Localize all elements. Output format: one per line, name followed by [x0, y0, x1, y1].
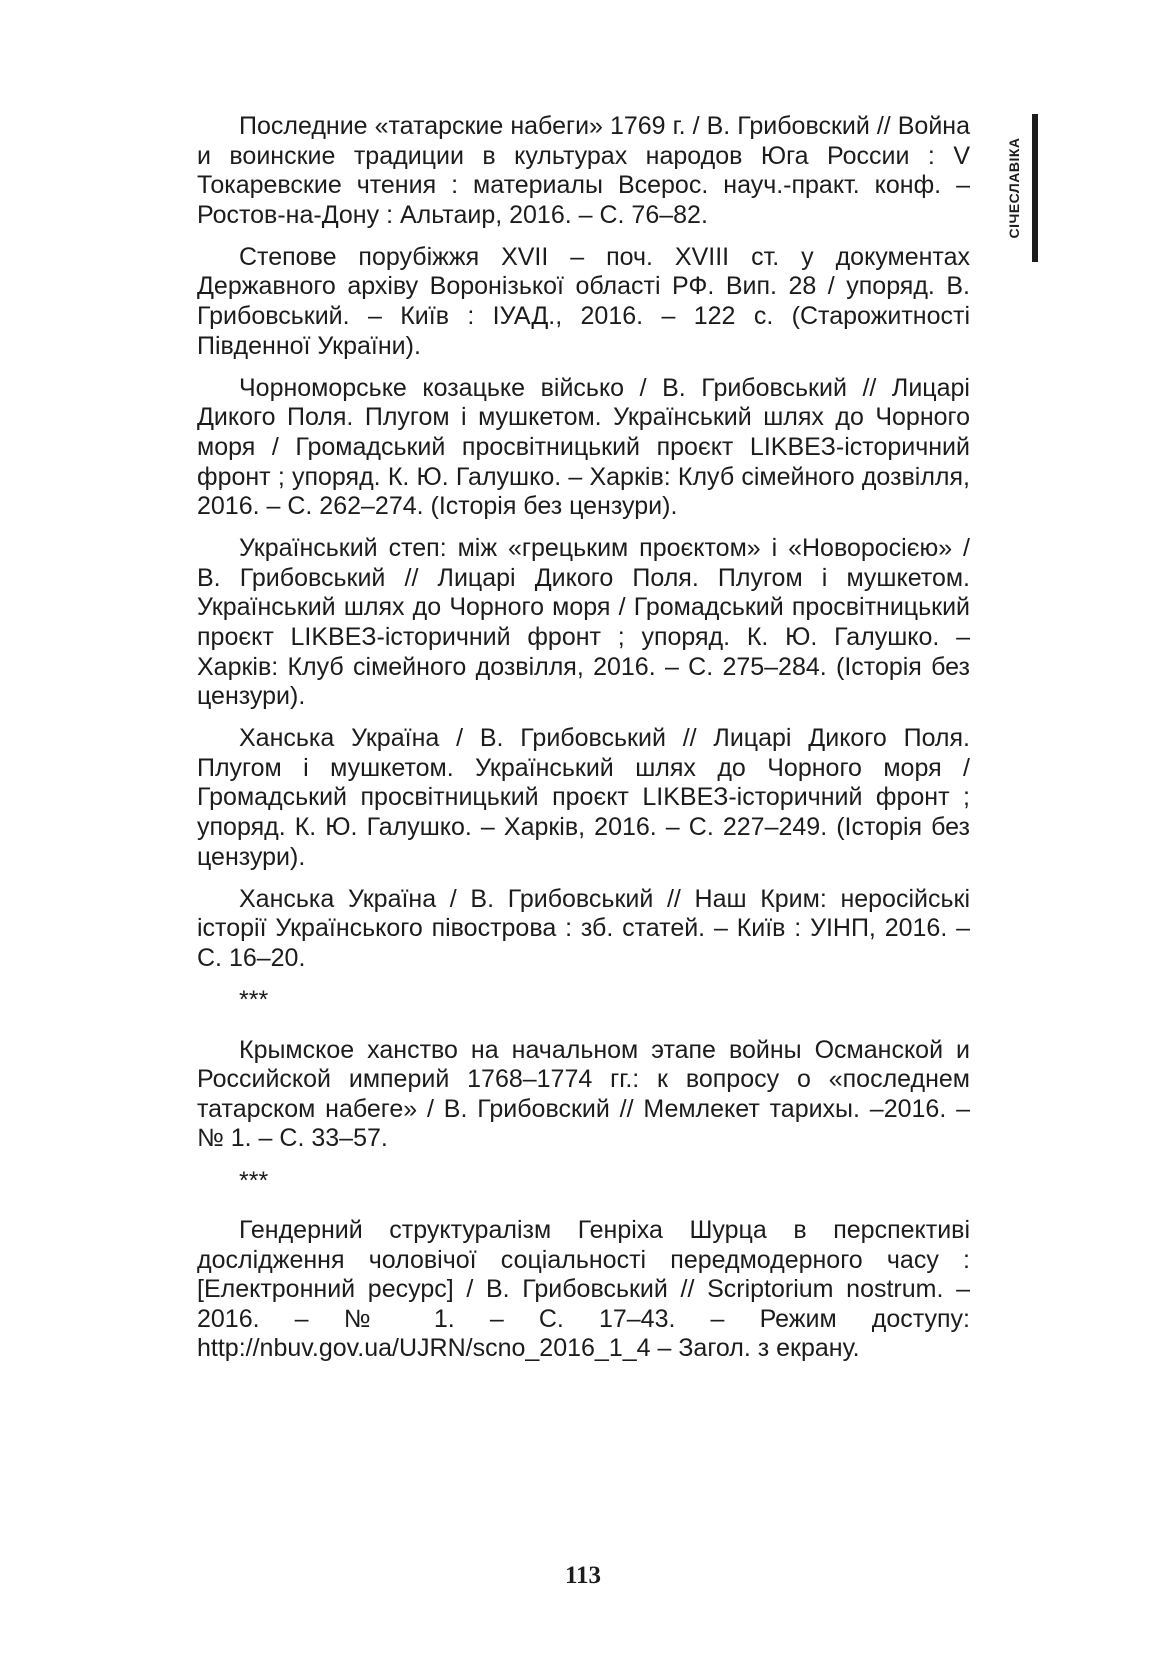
side-mark-label: СІЧЕСЛАВІКА: [1006, 137, 1022, 239]
section-separator: ***: [239, 1166, 269, 1195]
bibliography-entry: Чорноморське козацьке військо / В. Грибовський // Лицарі Дикого Поля. Плугом і мушкетом. Український шлях до Чорного моря / Громадський просвітницький проєкт LIKBEЗ-історичний фронт ; упоряд. К. Ю. Галушко. – Харків: Клуб сімейного дозвілля, 2016. – С. 262–274. (Історія без цензури).: [197, 373, 970, 521]
page-number: 113: [564, 1562, 602, 1589]
bibliography-list: [197, 112, 970, 1377]
bibliography-entry: Последние «татарские набеги» 1769 г. / В. Грибовский // Война и воинские традиции в культурах народов Юга России : V Токаревские чтения : материалы Всерос. науч.-практ. конф. – Ростов-на-Дону : Альтаир, 2016. – С. 76–82.: [197, 112, 970, 229]
section-separator: ***: [239, 986, 269, 1015]
bibliography-entry: Ханська Україна / В. Грибовський // Наш Крим: неросійські історії Українського півострова : зб. статей. – Київ : УІНП, 2016. – С. 16–20.: [197, 884, 970, 972]
bibliography-entry: Степове порубіжжя XVII – поч. XVIII ст. у документах Державного архіву Воронізької області РФ. Вип. 28 / упоряд. В. Грибовський. – Київ : ІУАД., 2016. – 122 с. (Старожитності Південної України).: [197, 242, 970, 360]
bibliography-entry: Гендерний структуралізм Генріха Шурца в перспективі дослідження чоловічої соціальності передмодерного часу : [Електронний ресурс] / В. Грибовський // Scriptorium nostrum. – 2016. – № 1. – С. 17–43. – Режим доступу: http://nbuv.gov.ua/UJRN/scno_2016_1_4 – Загол. з екрану.: [197, 1216, 970, 1363]
bibliography-entry: Крымское ханство на начальном этапе войны Османской и Российской империй 1768–1774 гг.: к вопросу о «последнем татарском набеге» / В. Грибовский // Мемлекет тарихы. –2016. – № 1. – С. 33–57.: [197, 1035, 970, 1153]
side-mark-bar: [1032, 114, 1038, 262]
bibliography-entry: Ханська Україна / В. Грибовський // Лицарі Дикого Поля. Плугом і мушкетом. Український шлях до Чорного моря / Громадський просвітницький проєкт LIKBEЗ-історичний фронт ; упоряд. К. Ю. Галушко. – Харків, 2016. – С. 227–249. (Історія без цензури).: [197, 724, 970, 871]
journal-side-mark: [997, 114, 1043, 264]
bibliography-entry: Український степ: між «грецьким проєктом» і «Новоросією» / В. Грибовський // Лицарі Дикого Поля. Плугом і мушкетом. Український шлях до Чорного моря / Громадський просвітницький проєкт LIKBEЗ-історичний фронт ; упоряд. К. Ю. Галушко. – Харків: Клуб сімейного дозвілля, 2016. – С. 275–284. (Історія без цензури).: [197, 534, 970, 711]
